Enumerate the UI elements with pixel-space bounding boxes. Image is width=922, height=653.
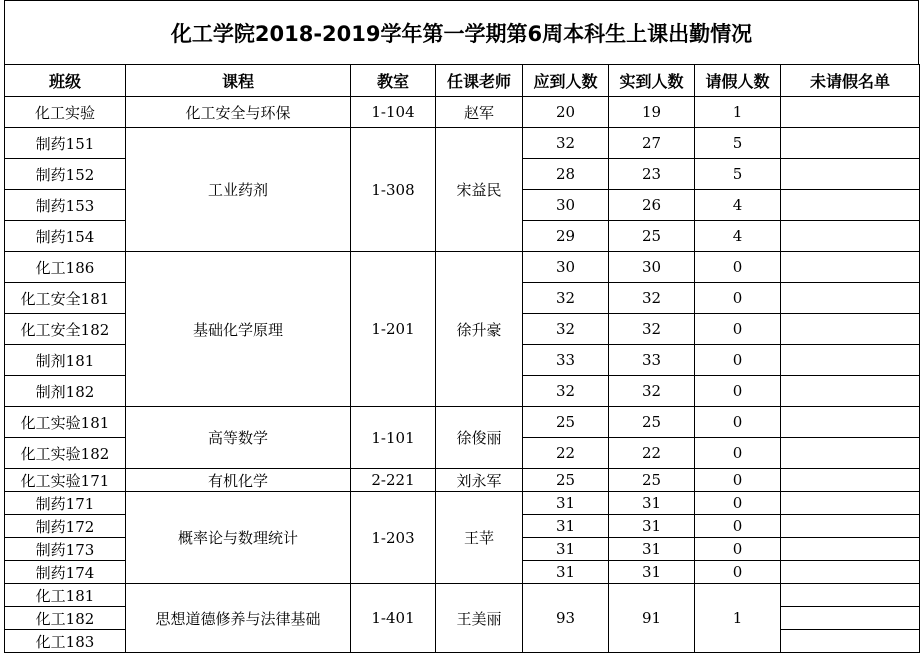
absent-list-cell [781, 438, 920, 469]
teacher-cell: 徐俊丽 [436, 407, 523, 469]
class-cell: 制药173 [5, 538, 126, 561]
room-cell: 1-104 [351, 97, 436, 128]
expected-cell: 30 [523, 190, 609, 221]
leave-cell: 0 [695, 492, 781, 515]
header-row [5, 65, 920, 97]
absent-list-cell [781, 190, 920, 221]
table-row [5, 97, 920, 128]
course-cell: 化工安全与环保 [126, 97, 351, 128]
header-course: 课程 [126, 65, 351, 97]
teacher-cell: 徐升豪 [436, 252, 523, 407]
teacher-cell: 刘永军 [436, 469, 523, 492]
expected-cell: 30 [523, 252, 609, 283]
expected-cell: 20 [523, 97, 609, 128]
leave-cell: 0 [695, 561, 781, 584]
header-expected: 应到人数 [523, 65, 609, 97]
absent-list-cell [781, 376, 920, 407]
absent-list-cell [781, 607, 920, 630]
absent-list-cell [781, 630, 920, 653]
class-cell: 制药151 [5, 128, 126, 159]
class-cell: 化工182 [5, 607, 126, 630]
absent-list-cell [781, 515, 920, 538]
absent-list-cell [781, 283, 920, 314]
absent-list-cell [781, 128, 920, 159]
expected-cell: 32 [523, 128, 609, 159]
expected-cell: 22 [523, 438, 609, 469]
header-class: 班级 [5, 65, 126, 97]
class-cell: 化工186 [5, 252, 126, 283]
expected-cell: 33 [523, 345, 609, 376]
table-body [5, 97, 920, 653]
class-cell: 化工183 [5, 630, 126, 653]
actual-cell: 27 [609, 128, 695, 159]
table-row [5, 128, 920, 159]
room-cell: 1-101 [351, 407, 436, 469]
absent-list-cell [781, 345, 920, 376]
expected-cell: 31 [523, 515, 609, 538]
leave-cell: 0 [695, 469, 781, 492]
class-cell: 化工安全182 [5, 314, 126, 345]
leave-cell: 4 [695, 190, 781, 221]
leave-cell: 1 [695, 584, 781, 653]
actual-cell: 32 [609, 314, 695, 345]
header-room: 教室 [351, 65, 436, 97]
leave-cell: 0 [695, 515, 781, 538]
class-cell: 制药171 [5, 492, 126, 515]
actual-cell: 33 [609, 345, 695, 376]
leave-cell: 0 [695, 252, 781, 283]
room-cell: 1-401 [351, 584, 436, 653]
leave-cell: 0 [695, 345, 781, 376]
header-leave: 请假人数 [695, 65, 781, 97]
attendance-table [4, 64, 920, 653]
expected-cell: 29 [523, 221, 609, 252]
class-cell: 制剂182 [5, 376, 126, 407]
class-cell: 化工实验182 [5, 438, 126, 469]
expected-cell: 32 [523, 376, 609, 407]
actual-cell: 30 [609, 252, 695, 283]
course-cell: 思想道德修养与法律基础 [126, 584, 351, 653]
actual-cell: 25 [609, 407, 695, 438]
table-row [5, 469, 920, 492]
actual-cell: 31 [609, 515, 695, 538]
room-cell: 1-201 [351, 252, 436, 407]
attendance-sheet [4, 0, 919, 653]
class-cell: 制剂181 [5, 345, 126, 376]
class-cell: 制药153 [5, 190, 126, 221]
class-cell: 化工实验171 [5, 469, 126, 492]
expected-cell: 28 [523, 159, 609, 190]
leave-cell: 5 [695, 159, 781, 190]
absent-list-cell [781, 97, 920, 128]
absent-list-cell [781, 159, 920, 190]
room-cell: 1-308 [351, 128, 436, 252]
leave-cell: 0 [695, 538, 781, 561]
actual-cell: 25 [609, 221, 695, 252]
class-cell: 化工安全181 [5, 283, 126, 314]
expected-cell: 31 [523, 561, 609, 584]
table-row [5, 407, 920, 438]
teacher-cell: 王苹 [436, 492, 523, 584]
expected-cell: 25 [523, 407, 609, 438]
sheet-title: 化工学院2018-2019学年第一学期第6周本科生上课出勤情况 [4, 0, 919, 64]
actual-cell: 25 [609, 469, 695, 492]
leave-cell: 4 [695, 221, 781, 252]
expected-cell: 32 [523, 314, 609, 345]
course-cell: 高等数学 [126, 407, 351, 469]
expected-cell: 32 [523, 283, 609, 314]
room-cell: 2-221 [351, 469, 436, 492]
expected-cell: 31 [523, 492, 609, 515]
absent-list-cell [781, 314, 920, 345]
actual-cell: 23 [609, 159, 695, 190]
leave-cell: 0 [695, 376, 781, 407]
teacher-cell: 宋益民 [436, 128, 523, 252]
absent-list-cell [781, 538, 920, 561]
header-teacher: 任课老师 [436, 65, 523, 97]
absent-list-cell [781, 492, 920, 515]
leave-cell: 0 [695, 314, 781, 345]
actual-cell: 32 [609, 376, 695, 407]
actual-cell: 31 [609, 561, 695, 584]
actual-cell: 19 [609, 97, 695, 128]
actual-cell: 31 [609, 492, 695, 515]
absent-list-cell [781, 221, 920, 252]
class-cell: 制药154 [5, 221, 126, 252]
absent-list-cell [781, 407, 920, 438]
actual-cell: 91 [609, 584, 695, 653]
class-cell: 制药172 [5, 515, 126, 538]
teacher-cell: 赵军 [436, 97, 523, 128]
leave-cell: 0 [695, 438, 781, 469]
header-actual: 实到人数 [609, 65, 695, 97]
class-cell: 制药152 [5, 159, 126, 190]
teacher-cell: 王美丽 [436, 584, 523, 653]
actual-cell: 32 [609, 283, 695, 314]
absent-list-cell [781, 584, 920, 607]
absent-list-cell [781, 252, 920, 283]
class-cell: 化工实验 [5, 97, 126, 128]
expected-cell: 25 [523, 469, 609, 492]
leave-cell: 1 [695, 97, 781, 128]
room-cell: 1-203 [351, 492, 436, 584]
course-cell: 基础化学原理 [126, 252, 351, 407]
table-row [5, 584, 920, 607]
actual-cell: 26 [609, 190, 695, 221]
header-absent-list: 未请假名单 [781, 65, 920, 97]
table-row [5, 252, 920, 283]
class-cell: 化工实验181 [5, 407, 126, 438]
actual-cell: 31 [609, 538, 695, 561]
table-row [5, 492, 920, 515]
actual-cell: 22 [609, 438, 695, 469]
leave-cell: 0 [695, 407, 781, 438]
absent-list-cell [781, 469, 920, 492]
course-cell: 有机化学 [126, 469, 351, 492]
class-cell: 化工181 [5, 584, 126, 607]
course-cell: 概率论与数理统计 [126, 492, 351, 584]
leave-cell: 0 [695, 283, 781, 314]
expected-cell: 93 [523, 584, 609, 653]
leave-cell: 5 [695, 128, 781, 159]
absent-list-cell [781, 561, 920, 584]
expected-cell: 31 [523, 538, 609, 561]
class-cell: 制药174 [5, 561, 126, 584]
course-cell: 工业药剂 [126, 128, 351, 252]
